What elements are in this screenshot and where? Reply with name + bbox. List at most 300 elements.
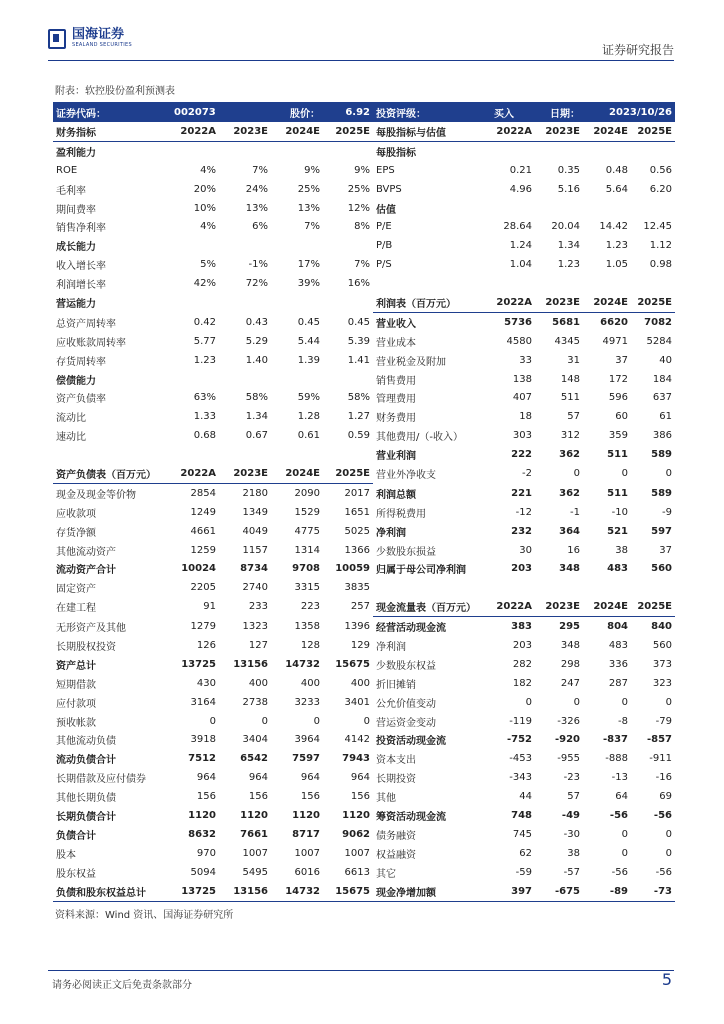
left-value-cell: 20% — [193, 183, 216, 195]
right-label-cell: 现金流量表（百万元） — [373, 597, 491, 616]
report-date: 2023/10/26 — [583, 102, 675, 122]
left-value-cell: 7% — [304, 221, 320, 233]
right-value-cell — [631, 274, 675, 293]
right-value-cell: 18 — [519, 411, 532, 423]
right-value-cell: 40 — [659, 354, 672, 366]
table-row — [53, 332, 675, 351]
left-value-cell: 0.45 — [347, 316, 370, 328]
stock-code: 002073 — [171, 102, 271, 122]
right-value-cell: 397 — [491, 882, 535, 901]
left-value-cell: 10024 — [181, 563, 216, 575]
left-value-cell: 5495 — [242, 866, 268, 878]
left-label-cell: 现金及现金等价物 — [56, 489, 136, 501]
right-label-cell: 现金净增加额 — [373, 882, 491, 901]
right-value-cell: 560 — [651, 563, 672, 575]
right-value-cell: 1.34 — [557, 240, 580, 252]
right-value-cell — [491, 199, 535, 218]
left-value-cell: 7597 — [292, 753, 320, 765]
right-value-cell: 4345 — [554, 335, 580, 347]
left-value-cell: 1651 — [344, 506, 370, 518]
right-value-cell: 5.16 — [557, 183, 580, 195]
left-value-cell: 964 — [350, 772, 370, 784]
left-value-cell: 4775 — [294, 525, 320, 537]
right-value-cell: 203 — [511, 563, 532, 575]
left-label-cell: 其他流动资产 — [56, 546, 116, 558]
right-label-cell: 筹资活动现金流 — [376, 812, 446, 823]
right-value-cell: 2024E — [583, 293, 631, 312]
right-value-cell: 0 — [665, 696, 672, 708]
table-row — [53, 217, 675, 236]
right-value-cell: 1.23 — [605, 240, 628, 252]
right-value-cell: 359 — [608, 430, 628, 442]
table-row — [53, 141, 675, 160]
right-value-cell: 373 — [652, 658, 672, 670]
table-row — [53, 199, 675, 218]
left-value-cell: 0 — [363, 715, 370, 727]
left-label-cell: 资产负债率 — [56, 394, 106, 406]
left-value-cell — [219, 293, 271, 312]
left-value-cell: 0.42 — [193, 316, 216, 328]
right-value-cell: 1.05 — [605, 259, 628, 271]
right-value-cell: 184 — [652, 373, 672, 385]
right-value-cell — [583, 274, 631, 293]
left-value-cell: 2017 — [344, 487, 370, 499]
data-source: 资料来源：Wind 资讯、国海证券研究所 — [55, 910, 234, 921]
left-value-cell: 4% — [200, 221, 216, 233]
right-value-cell: 4580 — [506, 335, 532, 347]
right-value-cell: 748 — [511, 810, 532, 821]
right-value-cell: 560 — [652, 639, 672, 651]
right-value-cell: 182 — [512, 677, 532, 689]
left-value-cell: 129 — [350, 639, 370, 651]
left-value-cell: 13725 — [181, 658, 216, 670]
right-value-cell: 69 — [659, 791, 672, 803]
right-value-cell: 303 — [512, 430, 532, 442]
left-value-cell: 1314 — [294, 544, 320, 556]
right-value-cell: 0.56 — [649, 164, 672, 176]
left-label-cell: 固定资产 — [56, 584, 96, 596]
left-value-cell: 127 — [248, 639, 268, 651]
left-value-cell: 2738 — [242, 696, 268, 708]
right-value-cell: 483 — [607, 563, 628, 575]
logo-mark-icon — [48, 29, 66, 49]
right-value-cell: 1.04 — [509, 259, 532, 271]
left-label-cell: 速动比 — [56, 432, 86, 444]
left-label-cell: 短期借款 — [56, 679, 96, 691]
right-value-cell: 221 — [511, 487, 532, 499]
left-value-cell: 2854 — [190, 487, 216, 499]
right-value-cell: -119 — [509, 715, 532, 727]
right-value-cell: -56 — [653, 810, 672, 821]
right-value-cell: -920 — [554, 734, 580, 746]
left-value-cell: 3164 — [190, 696, 216, 708]
table-row — [53, 464, 675, 483]
left-value-cell — [323, 370, 373, 389]
left-value-cell: 1120 — [292, 810, 320, 821]
right-value-cell: 1.12 — [649, 240, 672, 252]
right-value-cell: 31 — [567, 354, 580, 366]
left-value-cell: 6% — [252, 221, 268, 233]
right-label-cell: 所得税费用 — [376, 508, 426, 520]
left-value-cell: 2090 — [294, 487, 320, 499]
right-value-cell: 20.04 — [551, 221, 580, 233]
right-value-cell: 589 — [651, 487, 672, 499]
left-value-cell: 13% — [297, 202, 320, 214]
left-value-cell: 1120 — [240, 810, 268, 821]
left-value-cell: 1.28 — [297, 411, 320, 423]
left-value-cell: 400 — [248, 677, 268, 689]
right-value-cell: -73 — [631, 882, 675, 901]
right-value-cell: 521 — [607, 525, 628, 537]
page-number: 5 — [661, 970, 672, 989]
right-value-cell: 5736 — [504, 316, 532, 328]
left-value-cell — [271, 236, 323, 255]
right-value-cell: 247 — [560, 677, 580, 689]
left-value-cell — [171, 370, 219, 389]
left-value-cell: 4661 — [190, 525, 216, 537]
left-value-cell: 0.68 — [193, 430, 216, 442]
right-value-cell: 57 — [567, 411, 580, 423]
disclaimer: 请务必阅读正文后免责条款部分 — [52, 980, 192, 991]
right-value-cell: 203 — [512, 639, 532, 651]
right-value-cell: 2025E — [631, 597, 675, 616]
right-value-cell: -59 — [515, 866, 532, 878]
left-value-cell: 5025 — [344, 525, 370, 537]
right-label-cell: 公允价值变动 — [376, 698, 436, 710]
right-value-cell: 511 — [560, 392, 580, 404]
left-value-cell: 7661 — [240, 828, 268, 840]
left-value-cell: 1.27 — [347, 411, 370, 423]
left-value-cell: 5.77 — [193, 335, 216, 347]
right-value-cell: 37 — [659, 544, 672, 556]
right-value-cell: -9 — [662, 506, 672, 518]
left-value-cell: 0.59 — [347, 430, 370, 442]
right-label-cell: 利润总额 — [376, 489, 416, 501]
left-value-cell: 1349 — [242, 506, 268, 518]
right-value-cell: 14.42 — [599, 221, 628, 233]
table-row — [53, 122, 675, 141]
left-value-cell: 1279 — [190, 620, 216, 632]
right-label-cell: 营业利润 — [376, 451, 416, 463]
rating-label: 投资评级： — [373, 102, 491, 122]
right-value-cell: -49 — [561, 810, 580, 821]
left-label-cell: 流动负债合计 — [56, 755, 116, 767]
left-value-cell: 4% — [200, 164, 216, 176]
table-row — [53, 426, 675, 445]
table-row — [53, 825, 675, 844]
left-label-cell: 流动比 — [56, 413, 86, 425]
right-value-cell: 0.21 — [509, 164, 532, 176]
left-value-cell: 0 — [313, 715, 320, 727]
right-value-cell: 295 — [559, 621, 580, 633]
right-label-cell: 其他费用/（-收入） — [376, 432, 463, 444]
left-value-cell: 15675 — [323, 882, 373, 901]
left-value-cell: 964 — [300, 772, 320, 784]
left-value-cell — [271, 445, 323, 464]
table-row — [53, 407, 675, 426]
left-value-cell: 1249 — [190, 506, 216, 518]
left-value-cell: 2025E — [323, 122, 373, 141]
table-row — [53, 863, 675, 882]
left-value-cell: 12% — [347, 202, 370, 214]
right-label-cell: 每股指标 — [376, 147, 416, 159]
left-label-cell: 资产总计 — [56, 660, 96, 672]
left-value-cell: 156 — [248, 791, 268, 803]
left-value-cell: 2180 — [242, 487, 268, 499]
left-value-cell: 15675 — [335, 658, 370, 670]
table-row — [53, 351, 675, 370]
right-label-cell: 其它 — [376, 868, 396, 880]
right-value-cell: 323 — [652, 677, 672, 689]
right-value-cell: 511 — [607, 487, 628, 499]
right-label-cell: 少数股东权益 — [376, 660, 436, 672]
right-label-cell: 管理费用 — [376, 394, 416, 406]
left-label-cell: 股东权益 — [56, 868, 96, 880]
right-value-cell: 282 — [512, 658, 532, 670]
right-label-cell — [373, 274, 491, 293]
right-value-cell: 597 — [651, 525, 672, 537]
right-value-cell: 64 — [615, 791, 628, 803]
right-value-cell — [535, 141, 583, 160]
left-label-cell: 资产负债表（百万元） — [53, 464, 171, 483]
left-value-cell — [171, 445, 219, 464]
left-label-cell: 长期股权投资 — [56, 641, 116, 653]
left-value-cell: 63% — [193, 392, 216, 404]
right-value-cell: 336 — [608, 658, 628, 670]
left-value-cell: 25% — [347, 183, 370, 195]
left-value-cell: 9% — [354, 164, 370, 176]
right-value-cell: 5681 — [552, 316, 580, 328]
right-label-cell: P/E — [376, 221, 392, 233]
left-value-cell: 1120 — [188, 810, 216, 821]
left-label-cell: 应付款项 — [56, 698, 96, 710]
right-label-cell: 债务融资 — [376, 830, 416, 842]
left-label-cell: 负债和股东权益总计 — [53, 882, 171, 901]
right-value-cell — [535, 199, 583, 218]
left-value-cell — [219, 236, 271, 255]
left-label-cell: 应收账款周转率 — [56, 337, 126, 349]
table-row — [53, 693, 675, 712]
left-value-cell — [271, 293, 323, 312]
right-value-cell: 1.24 — [509, 240, 532, 252]
right-value-cell: 0 — [665, 828, 672, 840]
left-value-cell: 0 — [261, 715, 268, 727]
left-value-cell: 3835 — [344, 582, 370, 594]
right-value-cell: 0 — [621, 468, 628, 480]
footer-rule — [48, 970, 674, 971]
left-value-cell — [171, 293, 219, 312]
table-caption: 附表：软控股份盈利预测表 — [55, 86, 175, 97]
left-value-cell: 128 — [300, 639, 320, 651]
left-value-cell: 0 — [209, 715, 216, 727]
right-label-cell: 营业外净收支 — [376, 470, 436, 482]
left-value-cell: 126 — [196, 639, 216, 651]
table-row — [53, 388, 675, 407]
right-value-cell: 287 — [608, 677, 628, 689]
left-value-cell: 1.40 — [245, 354, 268, 366]
right-label-cell: 营业成本 — [376, 337, 416, 349]
summary-bar — [53, 102, 675, 122]
left-value-cell — [323, 445, 373, 464]
right-value-cell: -79 — [655, 715, 672, 727]
right-value-cell: 30 — [519, 544, 532, 556]
left-label-cell: 期间费率 — [56, 204, 96, 216]
left-value-cell: 3918 — [190, 734, 216, 746]
right-value-cell: -56 — [655, 866, 672, 878]
table-row — [53, 483, 675, 502]
right-value-cell: 1.23 — [557, 259, 580, 271]
left-value-cell: 8717 — [292, 828, 320, 840]
left-value-cell: 156 — [350, 791, 370, 803]
left-value-cell: 17% — [297, 259, 320, 271]
left-value-cell: 2023E — [219, 464, 271, 483]
left-value-cell: 3233 — [294, 696, 320, 708]
table-row — [53, 445, 675, 464]
left-value-cell: 2024E — [271, 464, 323, 483]
report-type: 证券研究报告 — [601, 43, 674, 57]
right-value-cell: 0 — [525, 696, 532, 708]
left-value-cell: 2022A — [171, 122, 219, 141]
left-value-cell: 1.33 — [193, 411, 216, 423]
left-value-cell: 14732 — [285, 658, 320, 670]
left-label-cell: 存货周转率 — [56, 356, 106, 368]
left-value-cell: 3401 — [344, 696, 370, 708]
table-row — [53, 712, 675, 731]
table-row — [53, 768, 675, 787]
left-value-cell: 5% — [200, 259, 216, 271]
left-value-cell — [323, 236, 373, 255]
right-value-cell: -10 — [611, 506, 628, 518]
right-value-cell: 57 — [567, 791, 580, 803]
right-value-cell: -326 — [557, 715, 580, 727]
right-label-cell: 折旧摊销 — [376, 679, 416, 691]
right-value-cell: 0 — [665, 847, 672, 859]
table-row — [53, 731, 675, 750]
right-label-cell: 权益融资 — [376, 849, 416, 861]
right-value-cell: 745 — [512, 828, 532, 840]
right-value-cell: 2022A — [491, 122, 535, 141]
left-value-cell: 59% — [297, 392, 320, 404]
left-value-cell — [219, 445, 271, 464]
right-label-cell: 营业收入 — [376, 318, 416, 330]
left-label-cell: 财务指标 — [53, 122, 171, 141]
table-row — [53, 293, 675, 312]
right-value-cell — [583, 199, 631, 218]
price-label: 股价： — [271, 102, 323, 122]
left-value-cell: 7512 — [188, 753, 216, 765]
page-header — [48, 28, 674, 64]
left-label-cell: 长期负债合计 — [56, 812, 116, 823]
left-value-cell: -1% — [248, 259, 268, 271]
right-label-cell: EPS — [376, 164, 395, 176]
table-row — [53, 255, 675, 274]
left-label-cell: 偿债能力 — [56, 375, 96, 387]
left-value-cell: 2205 — [190, 582, 216, 594]
left-value-cell: 1529 — [294, 506, 320, 518]
table-row — [53, 312, 675, 331]
right-label-cell: P/B — [376, 240, 393, 252]
left-value-cell: 3315 — [294, 582, 320, 594]
right-value-cell: 362 — [559, 449, 580, 461]
right-label-cell: 净利润 — [376, 527, 406, 539]
right-value-cell: 2025E — [631, 122, 675, 141]
left-value-cell: 13725 — [171, 882, 219, 901]
table-row — [53, 617, 675, 636]
left-value-cell: 1396 — [344, 620, 370, 632]
left-value-cell: 9% — [304, 164, 320, 176]
right-label-cell: 每股指标与估值 — [373, 122, 491, 141]
left-value-cell: 2025E — [323, 464, 373, 483]
right-value-cell: 232 — [511, 525, 532, 537]
left-value-cell: 8632 — [188, 828, 216, 840]
left-value-cell: 13156 — [219, 882, 271, 901]
left-value-cell: 0.43 — [245, 316, 268, 328]
table-row — [53, 541, 675, 560]
left-value-cell: 13% — [245, 202, 268, 214]
right-value-cell: 5284 — [646, 335, 672, 347]
left-value-cell: 1.34 — [245, 411, 268, 423]
left-value-cell: 8734 — [240, 563, 268, 575]
left-value-cell: 1358 — [294, 620, 320, 632]
table-row — [53, 522, 675, 541]
right-value-cell: 12.45 — [643, 221, 672, 233]
right-value-cell: -56 — [609, 810, 628, 821]
right-value-cell: 840 — [651, 621, 672, 633]
left-label-cell — [53, 445, 171, 464]
right-value-cell: 2024E — [583, 597, 631, 616]
right-label-cell: 归属于母公司净利润 — [376, 565, 466, 577]
right-label-cell: 销售费用 — [376, 375, 416, 387]
right-value-cell: -56 — [611, 866, 628, 878]
left-value-cell: 156 — [196, 791, 216, 803]
right-value-cell: 804 — [607, 621, 628, 633]
right-value-cell — [491, 274, 535, 293]
right-value-cell: 298 — [560, 658, 580, 670]
right-value-cell: 0 — [621, 696, 628, 708]
right-value-cell: 348 — [560, 639, 580, 651]
left-value-cell: 5.39 — [347, 335, 370, 347]
right-value-cell: 172 — [608, 373, 628, 385]
left-value-cell: 1.23 — [193, 354, 216, 366]
right-value-cell — [631, 578, 675, 597]
right-value-cell: 5.64 — [605, 183, 628, 195]
left-value-cell: 16% — [347, 278, 370, 290]
left-label-cell: 流动资产合计 — [56, 565, 116, 577]
right-value-cell — [491, 578, 535, 597]
right-value-cell: 364 — [559, 525, 580, 537]
right-value-cell: 2025E — [631, 293, 675, 312]
left-value-cell: 223 — [300, 601, 320, 613]
right-value-cell: 2022A — [491, 597, 535, 616]
right-value-cell: 383 — [511, 621, 532, 633]
right-value-cell: 0 — [621, 828, 628, 840]
right-value-cell: 44 — [519, 791, 532, 803]
left-value-cell: 1.41 — [347, 354, 370, 366]
left-value-cell: 964 — [196, 772, 216, 784]
right-label-cell: 营业税金及附加 — [376, 356, 446, 368]
table-row — [53, 578, 675, 597]
left-value-cell — [171, 236, 219, 255]
right-value-cell: 222 — [511, 449, 532, 461]
right-value-cell: 37 — [615, 354, 628, 366]
left-value-cell: 42% — [193, 278, 216, 290]
left-label-cell: 销售净利率 — [56, 223, 106, 235]
left-value-cell: 6542 — [240, 753, 268, 765]
right-value-cell: -30 — [563, 828, 580, 840]
date-label: 日期： — [535, 102, 583, 122]
right-value-cell: 2024E — [583, 122, 631, 141]
right-label-cell: 资本支出 — [376, 755, 416, 767]
